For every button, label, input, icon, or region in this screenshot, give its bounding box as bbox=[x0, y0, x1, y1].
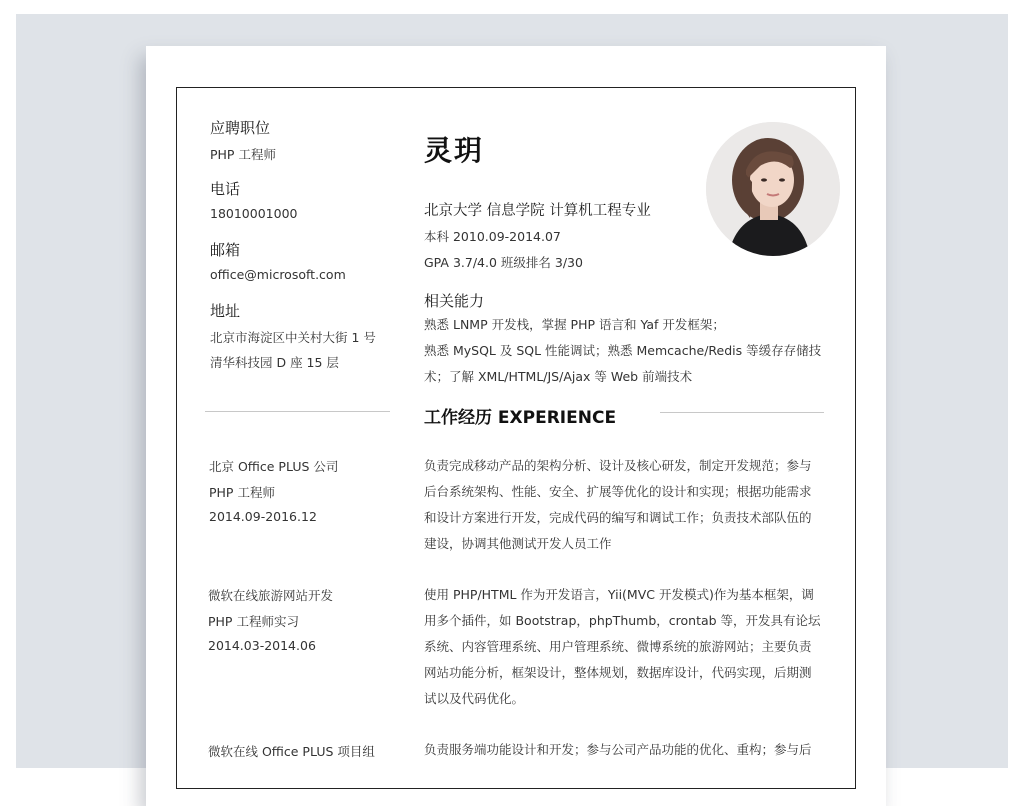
education-gpa: GPA 3.7/4.0 班级排名 3/30 bbox=[424, 255, 583, 270]
job-1-line: 建设，协调其他测试开发人员工作 bbox=[424, 536, 612, 551]
avatar bbox=[706, 122, 840, 256]
skills-line: 术；了解 XML/HTML/JS/Ajax 等 Web 前端技术 bbox=[424, 369, 693, 384]
job-2-line: 试以及代码优化。 bbox=[424, 691, 525, 706]
job-1-line: 后台系统架构、性能、安全、扩展等优化的设计和实现；根据功能需求 bbox=[424, 484, 812, 499]
job-2-description bbox=[424, 582, 821, 712]
job-1-period: 2014.09-2016.12 bbox=[209, 509, 317, 524]
address-label: 地址 bbox=[210, 302, 241, 320]
experience-divider bbox=[660, 412, 824, 413]
position-value: PHP 工程师 bbox=[210, 147, 276, 162]
job-3-line: 负责服务端功能设计和开发；参与公司产品功能的优化、重构；参与后 bbox=[424, 742, 812, 757]
job-1-company: 北京 Office PLUS 公司 bbox=[209, 459, 339, 474]
address-line-1: 北京市海淀区中关村大街 1 号 bbox=[210, 330, 376, 345]
job-1-line: 和设计方案进行开发，完成代码的编写和调试工作；负责技术部队伍的 bbox=[424, 510, 812, 525]
skills-line: 熟悉 LNMP 开发栈，掌握 PHP 语言和 Yaf 开发框架； bbox=[424, 317, 725, 332]
job-2-line: 使用 PHP/HTML 作为开发语言，Yii(MVC 开发模式)作为基本框架，调 bbox=[424, 587, 814, 602]
experience-title: 工作经历 EXPERIENCE bbox=[424, 408, 617, 428]
left-divider bbox=[205, 411, 390, 412]
job-1-line: 负责完成移动产品的架构分析、设计及核心研发，制定开发规范；参与 bbox=[424, 458, 812, 473]
candidate-name: 灵玥 bbox=[424, 134, 485, 167]
job-3-company: 微软在线 Office PLUS 项目组 bbox=[208, 744, 375, 759]
job-2-line: 系统、内容管理系统、用户管理系统、微博系统的旅游网站；主要负责 bbox=[424, 639, 812, 654]
job-2-line: 网站功能分析，框架设计，整体规划，数据库设计，代码实现，后期测 bbox=[424, 665, 812, 680]
job-2-period: 2014.03-2014.06 bbox=[208, 638, 316, 653]
portrait-photo bbox=[706, 122, 840, 256]
education-school: 北京大学 信息学院 计算机工程专业 bbox=[424, 203, 651, 219]
phone-label: 电话 bbox=[210, 180, 241, 198]
email-value: office@microsoft.com bbox=[210, 267, 346, 282]
skills-title: 相关能力 bbox=[424, 292, 485, 310]
phone-value: 18010001000 bbox=[210, 206, 298, 221]
email-label: 邮箱 bbox=[210, 241, 241, 259]
job-2-line: 用多个插件，如 Bootstrap，phpThumb，crontab 等，开发具有论坛 bbox=[424, 613, 821, 628]
skills-line: 熟悉 MySQL 及 SQL 性能调试；熟悉 Memcache/Redis 等缓存存储技 bbox=[424, 343, 822, 358]
address-line-2: 清华科技园 D 座 15 层 bbox=[210, 355, 339, 370]
job-3-description bbox=[424, 737, 812, 763]
education-degree: 本科 2010.09-2014.07 bbox=[424, 229, 561, 244]
job-1-description bbox=[424, 453, 812, 557]
job-2-company: 微软在线旅游网站开发 bbox=[208, 588, 334, 603]
job-1-role: PHP 工程师 bbox=[209, 485, 275, 500]
skills-text bbox=[424, 312, 821, 390]
job-2-role: PHP 工程师实习 bbox=[208, 614, 299, 629]
position-label: 应聘职位 bbox=[210, 119, 271, 137]
